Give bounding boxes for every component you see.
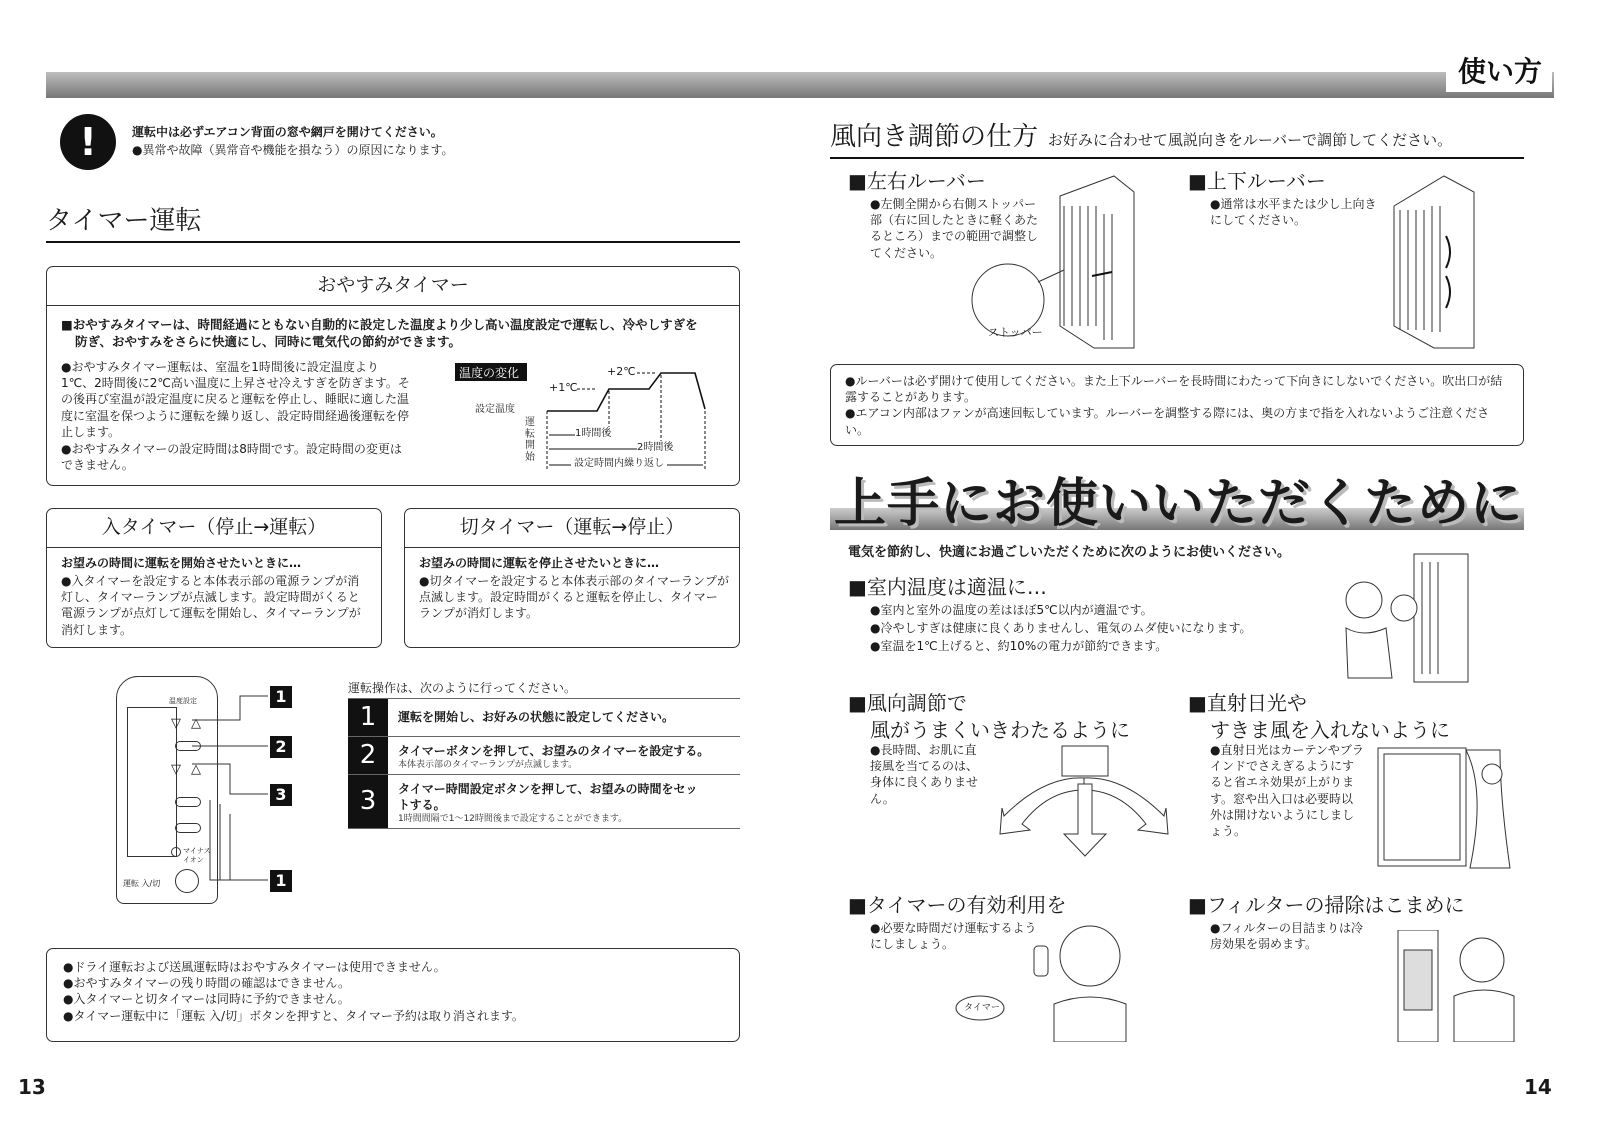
airflow-title xyxy=(848,690,1130,744)
filter-tip-title: ■フィルターの掃除はこまめに xyxy=(1188,893,1465,917)
power-label: 運転 入/切 xyxy=(123,879,161,888)
note-item: ●タイマー運転中に「運転 入/切」ボタンを押すと、タイマー予約は取り消されます。 xyxy=(63,1008,524,1023)
warning-icon: ! xyxy=(60,114,116,170)
ud-louver-title: ■上下ルーバー xyxy=(1188,169,1326,193)
step-text: 運転を開始し、お好みの状態に設定してください。 xyxy=(398,710,675,724)
step-number: 3 xyxy=(348,775,388,828)
airflow-text: ●長時間、お肌に直接風を当てるのは、身体に良くありません。 xyxy=(870,743,979,806)
step-text: タイマー時間設定ボタンを押して、お望みの時間をセットする。 xyxy=(398,782,698,813)
ud-louver-illustration xyxy=(1384,166,1484,352)
diagram-repeat: 設定時間内繰り返し xyxy=(571,457,667,471)
room-bullet-3: ●室温を1℃上げると、約10%の電力が節約できます。 xyxy=(870,639,1168,653)
timer-bubble-text: タイマー xyxy=(964,1003,1000,1013)
iri-title: 入タイマー（停止→運転） xyxy=(47,509,381,548)
timer-woman-illustration xyxy=(950,912,1150,1042)
wind-subtitle: お好みに合わせて風説向きをルーバーで調節してください。 xyxy=(1047,131,1453,149)
remote-callout-1: 1 xyxy=(270,686,292,708)
note-item: ●入タイマーと切タイマーは同時に予約できません。 xyxy=(63,992,350,1007)
diagram-set-temp: 設定温度 xyxy=(475,404,515,415)
warning-subtext: ●異常や故障（異常音や機能を損なう）の原因になります。 xyxy=(132,143,454,157)
temp-up-button[interactable]: △ xyxy=(191,716,201,731)
oyasumi-title: おやすみタイマー xyxy=(47,267,739,306)
lr-louver-title: ■左右ルーバー xyxy=(848,169,986,193)
step-subtext: 本体表示部のタイマーランプが点滅します。 xyxy=(398,760,578,771)
wind-note-1: ●ルーバーは必ず開けて使用してください。また上下ルーバーを長時間にわたって下向きにしないでください。吹出口が結露することがあります。 xyxy=(845,374,1503,405)
iri-lead: お望みの時間に運転を開始させたいときに… xyxy=(61,556,302,570)
wind-header xyxy=(830,120,1524,159)
diagram-label: 温度の変化 xyxy=(459,366,520,380)
step-row-1 xyxy=(348,699,740,737)
wind-notes-box xyxy=(830,364,1524,446)
timer-down-button[interactable]: ▽ xyxy=(171,762,181,777)
steps-table xyxy=(348,698,740,829)
diagram-plus1: +1℃ xyxy=(549,381,578,394)
remote-display xyxy=(127,707,177,857)
mother-child-illustration xyxy=(1330,548,1480,684)
note-item: ●おやすみタイマーの残り時間の確認はできません。 xyxy=(63,976,350,991)
steps-lead: 運転操作は、次のように行ってください。 xyxy=(348,681,577,695)
warning-text: 運転中は必ずエアコン背面の窓や網戸を開けてください。 xyxy=(132,125,443,139)
oyasumi-intro xyxy=(61,317,731,351)
remote-callout-1b: 1 xyxy=(270,870,292,892)
header-bar xyxy=(46,72,1554,98)
notes-box xyxy=(46,948,740,1042)
room-bullet-2: ●冷やしすぎは健康に良くありませんし、電気のムダ使いになります。 xyxy=(870,621,1252,635)
remote-temp-set-label: 温度設定 xyxy=(169,697,197,705)
airflow-title-line2: 風がうまくいきわたるように xyxy=(870,718,1130,742)
stopper-label: ストッパー xyxy=(988,326,1043,339)
diagram-start: 運転開始 xyxy=(525,417,535,463)
airflow-illustration xyxy=(984,740,1180,870)
timer-tip-title: ■タイマーの有効利用を xyxy=(848,893,1067,917)
page-number-left: 13 xyxy=(18,1075,46,1099)
room-bullet-1: ●室内と室外の温度の差はほぼ5℃以内が適温です。 xyxy=(870,603,1153,617)
step-row-2 xyxy=(348,737,740,775)
wind-note-2: ●エアコン内部はファンが高速回転しています。ルーバーを調整する際には、奥の方まで指を入れないようご注意ください。 xyxy=(845,406,1490,437)
sun-text: ●直射日光はカーテンやブラインドでさえぎるようにすると省エネ効果が上がります。窓や出入口は必要時以外は開けないようにしましょう。 xyxy=(1210,743,1364,838)
sun-title-line2: すきま風を入れないように xyxy=(1210,718,1450,742)
airflow-title-line1: ■風向調節で xyxy=(848,691,967,715)
lr-louver-text: ●左側全開から右側ストッパー部（右に回したときに軽くあたるところ）までの範囲で調整してください。 xyxy=(870,197,1039,260)
window-curtain-illustration xyxy=(1370,744,1514,870)
tips-lead: 電気を節約し、快適にお過ごしいただくために次のようにお使いください。 xyxy=(848,545,1291,560)
diagram-h2: 2時間後 xyxy=(637,442,674,453)
sun-title xyxy=(1188,690,1450,744)
diagram-h1: 1時間後 xyxy=(575,428,612,439)
step-subtext: 1時間間隔で1〜12時間後まで設定することができます。 xyxy=(398,814,628,825)
page-title: 使い方 xyxy=(1446,52,1552,92)
oyasumi-intro-line2: 防ぎ、おやすみをさらに快適にし、同時に電気代の節約ができます。 xyxy=(75,333,462,349)
wind-title: 風向き調節の仕方 xyxy=(830,122,1039,152)
timer-tip-text: ●必要な時間だけ運転するようにしましょう。 xyxy=(870,921,1037,952)
diagram-plus2: +2℃ xyxy=(607,365,636,378)
step-row-3 xyxy=(348,775,740,829)
timer-up-button[interactable]: △ xyxy=(191,762,201,777)
lr-louver-illustration xyxy=(964,166,1146,352)
remote-callout-lines xyxy=(180,680,280,900)
tips-title: 上手にお使いいただくために xyxy=(834,474,1524,534)
kiri-title: 切タイマー（運転→停止） xyxy=(405,509,739,548)
kiri-timer-box xyxy=(404,508,740,648)
oyasumi-intro-line1: ■おやすみタイマーは、時間経過にともない自動的に設定した温度より少し高い温度設定で運転し、冷やしすぎを xyxy=(61,317,698,332)
iri-timer-box xyxy=(46,508,382,648)
remote-callout-3: 3 xyxy=(270,784,292,806)
filter-woman-illustration xyxy=(1392,930,1522,1042)
ion-label: マイナスイオン xyxy=(183,847,211,865)
step-number: 2 xyxy=(348,737,388,774)
ud-louver-text: ●通常は水平または少し上向きにしてください。 xyxy=(1210,197,1377,228)
timer-section-title: タイマー運転 xyxy=(46,204,740,243)
step-text: タイマーボタンを押して、お望みのタイマーを設定する。 xyxy=(398,744,710,758)
oyasumi-bullet-2: ●おやすみタイマーの設定時間は8時間です。設定時間の変更はできません。 xyxy=(61,442,402,473)
kiri-lead: お望みの時間に運転を停止させたいときに… xyxy=(419,556,660,570)
filter-tip-text: ●フィルターの目詰まりは冷房効果を弱めます。 xyxy=(1210,921,1364,952)
remote-icon xyxy=(1034,946,1048,976)
room-title: ■室内温度は適温に… xyxy=(848,575,1047,599)
oyasumi-bullet-1: ●おやすみタイマー運転は、室温を1時間後に設定温度より1℃、2時間後に2℃高い温度に上昇させ冷えすぎを防ぎます。その後再び室温が設定温度に戻ると運転を停止し、睡眠に適した温度に室温を保つように運転を繰り返し、設定時間経過後運転を停止します。 xyxy=(61,360,410,439)
iri-bullet: ●入タイマーを設定すると本体表示部の電源ランプが消灯し、タイマーランプが点滅します。設定時間がくると電源ランプが点灯して運転を開始し、タイマーランプが消灯します。 xyxy=(61,574,361,637)
note-item: ●ドライ運転および送風運転時はおやすみタイマーは使用できません。 xyxy=(63,960,446,974)
kiri-bullet: ●切タイマーを設定すると本体表示部のタイマーランプが点滅します。設定時間がくると運転を停止し、タイマーランプが消灯します。 xyxy=(419,574,729,621)
temp-down-button[interactable]: ▽ xyxy=(171,716,181,731)
oyasumi-box xyxy=(46,266,740,486)
remote-callout-2: 2 xyxy=(270,736,292,758)
step-number: 1 xyxy=(348,699,388,736)
sun-title-line1: ■直射日光や xyxy=(1188,691,1307,715)
page-number-right: 14 xyxy=(1524,1075,1552,1099)
